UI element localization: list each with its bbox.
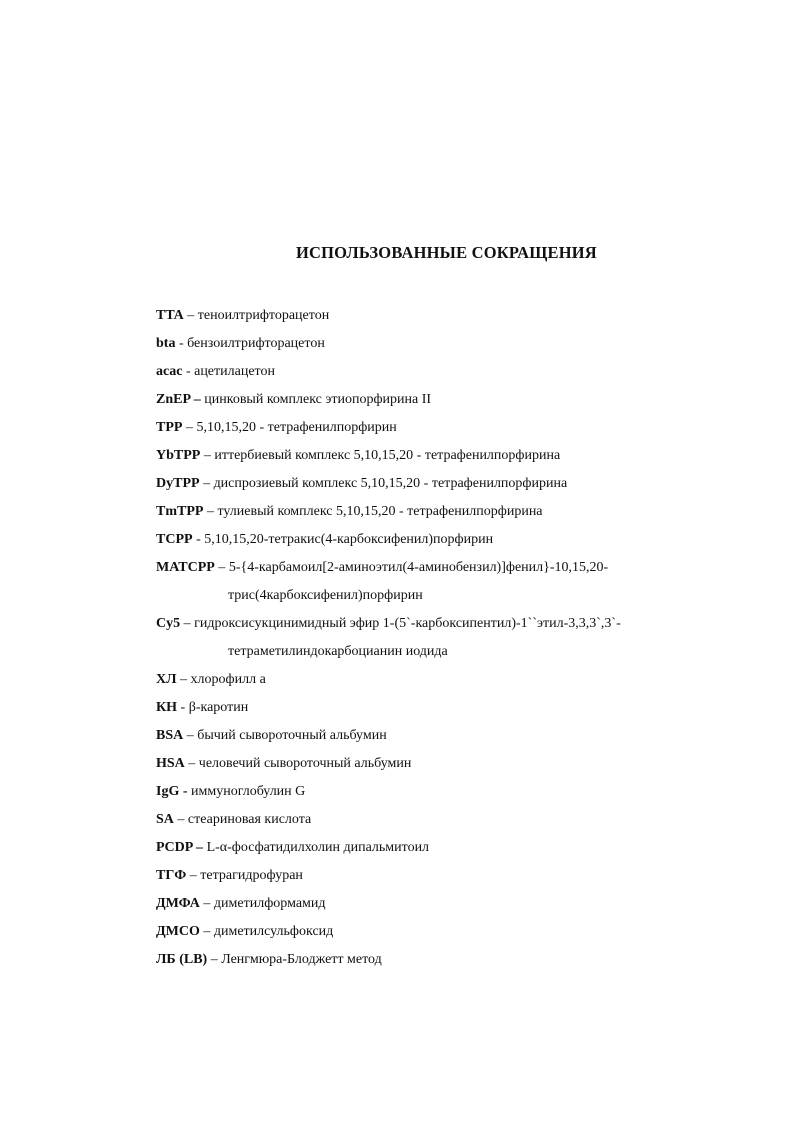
abbreviation-term: ДМФА: [156, 896, 200, 911]
abbreviation-term: TTA: [156, 308, 184, 323]
abbreviation-term: YbTPP: [156, 448, 201, 463]
abbreviation-definition: – тетрагидрофуран: [186, 868, 303, 883]
abbreviation-entry: [156, 334, 325, 354]
abbreviation-term: PCDP –: [156, 840, 204, 855]
abbreviation-entry: [156, 810, 311, 830]
abbreviation-definition: – тулиевый комплекс 5,10,15,20 - тетрафенилпорфирина: [203, 504, 543, 519]
abbreviation-definition-continuation: трис(4карбоксифенил)порфирин: [228, 588, 423, 603]
page-title: ИСПОЛЬЗОВАННЫЕ СОКРАЩЕНИЯ: [296, 243, 597, 262]
abbreviation-definition: - бензоилтрифторацетон: [175, 336, 325, 351]
abbreviation-entry: [156, 418, 397, 438]
abbreviation-definition: – человечий сывороточный альбумин: [184, 756, 412, 771]
abbreviation-term: bta: [156, 336, 176, 351]
abbreviation-entry: [156, 670, 266, 690]
abbreviation-term: HSA: [156, 756, 185, 771]
abbreviation-definition: цинковый комплекс этиопорфирина II: [200, 392, 432, 407]
abbreviation-definition: L-α-фосфатидилхолин дипальмитоил: [203, 840, 430, 855]
abbreviation-definition: - ацетилацетон: [182, 364, 275, 379]
abbreviation-definition: – диспрозиевый комплекс 5,10,15,20 - тетрафенилпорфирина: [199, 476, 568, 491]
abbreviation-term: КН: [156, 700, 178, 715]
abbreviation-entry: [156, 306, 329, 326]
abbreviation-entry: [156, 530, 493, 550]
abbreviation-term: MATCPP: [156, 560, 215, 575]
abbreviation-term: acac: [156, 364, 183, 379]
abbreviation-entry: [156, 922, 333, 942]
abbreviation-definition: – диметилформамид: [199, 896, 326, 911]
abbreviation-term: Cy5: [156, 616, 181, 631]
abbreviation-term: ДМСО: [156, 924, 200, 939]
abbreviation-entry: [156, 754, 411, 774]
abbreviation-term: ZnEP –: [156, 392, 201, 407]
abbreviation-definition: – стеариновая кислота: [173, 812, 312, 827]
abbreviation-entry: [156, 446, 560, 466]
abbreviation-definition-continuation: тетраметилиндокарбоцианин иодида: [228, 644, 448, 659]
abbreviation-definition: – 5-{4-карбамоил[2-аминоэтил(4-аминобензил)]фенил}-10,15,20-: [214, 560, 609, 575]
abbreviation-definition: – теноилтрифторацетон: [183, 308, 330, 323]
abbreviation-term: TmTPP: [156, 504, 204, 519]
abbreviation-definition: иммуноглобулин G: [187, 784, 306, 799]
abbreviation-definition: – 5,10,15,20 - тетрафенилпорфирин: [182, 420, 397, 435]
abbreviation-definition: – иттербиевый комплекс 5,10,15,20 - тетрафенилпорфирина: [200, 448, 561, 463]
abbreviation-definition: – бычий сывороточный альбумин: [183, 728, 387, 743]
abbreviation-definition: – хлорофилл а: [176, 672, 266, 687]
abbreviation-term: TPP: [156, 420, 183, 435]
abbreviation-entry: [156, 390, 431, 410]
abbreviation-entry: [156, 866, 303, 886]
abbreviation-term: DyTPP: [156, 476, 200, 491]
abbreviation-entry: [156, 362, 275, 382]
abbreviation-entry: [156, 698, 248, 718]
abbreviation-definition: - 5,10,15,20-тетракис(4-карбоксифенил)порфирин: [192, 532, 494, 547]
abbreviation-entry: [156, 950, 382, 970]
abbreviation-entry: [156, 614, 621, 659]
abbreviation-term: ХЛ: [156, 672, 177, 687]
abbreviation-entry: [156, 502, 543, 522]
abbreviation-definition: – диметилсульфоксид: [199, 924, 334, 939]
abbreviation-definition: – гидроксисукцинимидный эфир 1-(5`-карбоксипентил)-1``этил-3,3,3`,3`-: [180, 616, 621, 631]
abbreviation-entry: [156, 894, 326, 914]
abbreviation-entry: [156, 474, 567, 494]
abbreviation-term: SA: [156, 812, 174, 827]
abbreviation-term: BSA: [156, 728, 184, 743]
abbreviation-definition: - β-каротин: [177, 700, 249, 715]
abbreviation-entry: [156, 558, 609, 603]
abbreviation-term: IgG -: [156, 784, 188, 799]
abbreviation-term: TCPP: [156, 532, 193, 547]
abbreviation-definition: – Ленгмюра-Блоджетт метод: [207, 952, 382, 967]
abbreviation-term: ТГФ: [156, 868, 187, 883]
abbreviation-entry: [156, 782, 305, 802]
abbreviation-entry: [156, 726, 387, 746]
abbreviation-entry: [156, 838, 429, 858]
abbreviation-term: ЛБ (LB): [156, 952, 208, 967]
